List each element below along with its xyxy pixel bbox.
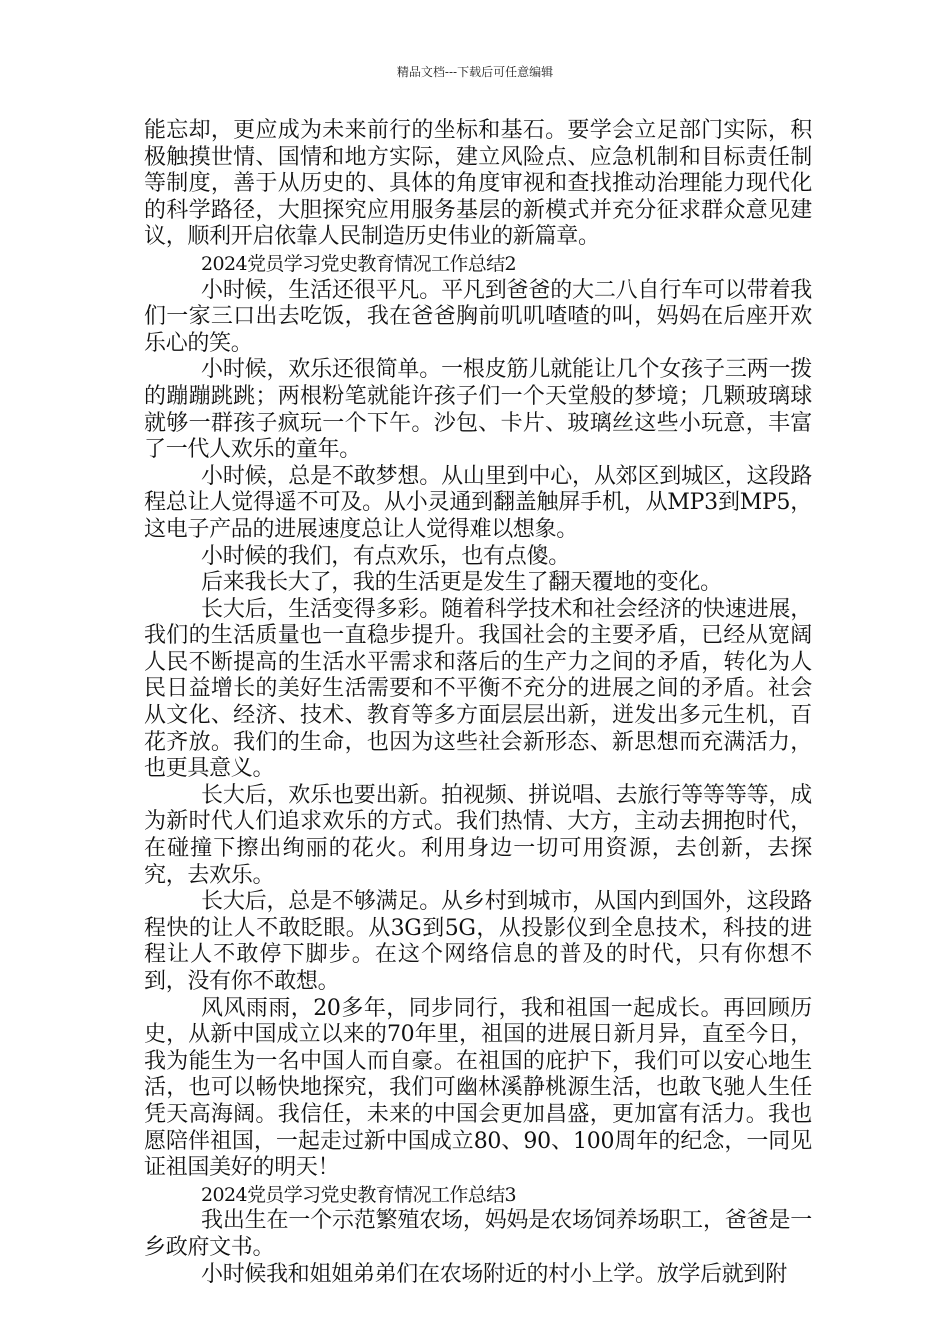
paragraph: 小时候我和姐姐弟弟们在农场附近的村小上学。放学后就到附 (201, 1261, 787, 1287)
paragraph: 小时候，生活还很平凡。平凡到爸爸的大二八自行车可以带着我们一家三口出去吃饭，我在爸爸胸前叽叽喳喳的叫，妈妈在后座开欢乐心的笑。 (144, 277, 812, 356)
paragraph: 小时候，总是不敢梦想。从山里到中心，从郊区到城区，这段路程总让人觉得遥不可及。从小灵通到翻盖触屏手机，从MP3到MP5，这电子产品的进展速度总让人觉得难以想象。 (144, 463, 812, 542)
paragraph: 风风雨雨，20多年，同步同行，我和祖国一起成长。再回顾历史，从新中国成立以来的70年里，祖国的进展日新月异，直至今日，我为能生为一名中国人而自豪。在祖国的庇护下，我们可以安心地生活，也可以畅快地探究，我们可幽林溪静桃源生活，也敢飞驰人生任凭天高海阔。我信任，未来的中国会更加昌盛，更加富有活力。我也愿陪伴祖国，一起走过新中国成立80、90、100周年的纪念，一同见证祖国美好的明天！ (144, 995, 812, 1181)
paragraph: 小时候的我们，有点欢乐，也有点傻。 (201, 543, 570, 569)
paragraph: 长大后，总是不够满足。从乡村到城市，从国内到国外，这段路程快的让人不敢眨眼。从3G到5G，从投影仪到全息技术，科技的进程让人不敢停下脚步。在这个网络信息的普及的时代，只有你想不到，没有你不敢想。 (144, 889, 812, 994)
paragraph: 我出生在一个示范繁殖农场，妈妈是农场饲养场职工，爸爸是一乡政府文书。 (144, 1208, 812, 1260)
paragraph: 小时候，欢乐还很简单。一根皮筋儿就能让几个女孩子三两一拨的蹦蹦跳跳；两根粉笔就能许孩子们一个天堂般的梦境；几颗玻璃球就够一群孩子疯玩一个下午。沙包、卡片、玻璃丝这些小玩意，丰富了一代人欢乐的童年。 (144, 357, 812, 463)
paragraph-continuation: 能忘却，更应成为未来前行的坐标和基石。要学会立足部门实际，积极触摸世情、国情和地方实际，建立风险点、应急机制和目标责任制等制度，善于从历史的、具体的角度审视和查找推动治理能力现代化的科学路径，大胆探究应用服务基层的新模式并充分征求群众意见建议，顺利开启依靠人民制造历史伟业的新篇章。 (144, 118, 812, 250)
paragraph: 长大后，欢乐也要出新。拍视频、拼说唱、去旅行等等等等，成为新时代人们追求欢乐的方式。我们热情、大方，主动去拥抱时代，在碰撞下擦出绚丽的花火。利用身边一切可用资源，去创新，去探究，去欢乐。 (144, 782, 812, 888)
document-body (144, 118, 812, 1288)
section-heading: 2024党员学习党史教育情况工作总结3 (201, 1183, 517, 1206)
paragraph: 后来我长大了，我的生活更是发生了翻天覆地的变化。 (201, 570, 722, 596)
paragraph: 长大后，生活变得多彩。随着科学技术和社会经济的快速进展，我们的生活质量也一直稳步提升。我国社会的主要矛盾，已经从宽阔人民不断提高的生活水平需求和落后的生产力之间的矛盾，转化为人民日益增长的美好生活需要和不平衡不充分的进展之间的矛盾。社会从文化、经济、技术、教育等多方面层层出新，迸发出多元生机，百花齐放。我们的生命，也因为这些社会新形态、新思想而充满活力，也更具意义。 (144, 596, 812, 782)
page-header: 精品文档---下载后可任意编辑 (396, 65, 554, 79)
section-heading: 2024党员学习党史教育情况工作总结2 (201, 252, 517, 275)
